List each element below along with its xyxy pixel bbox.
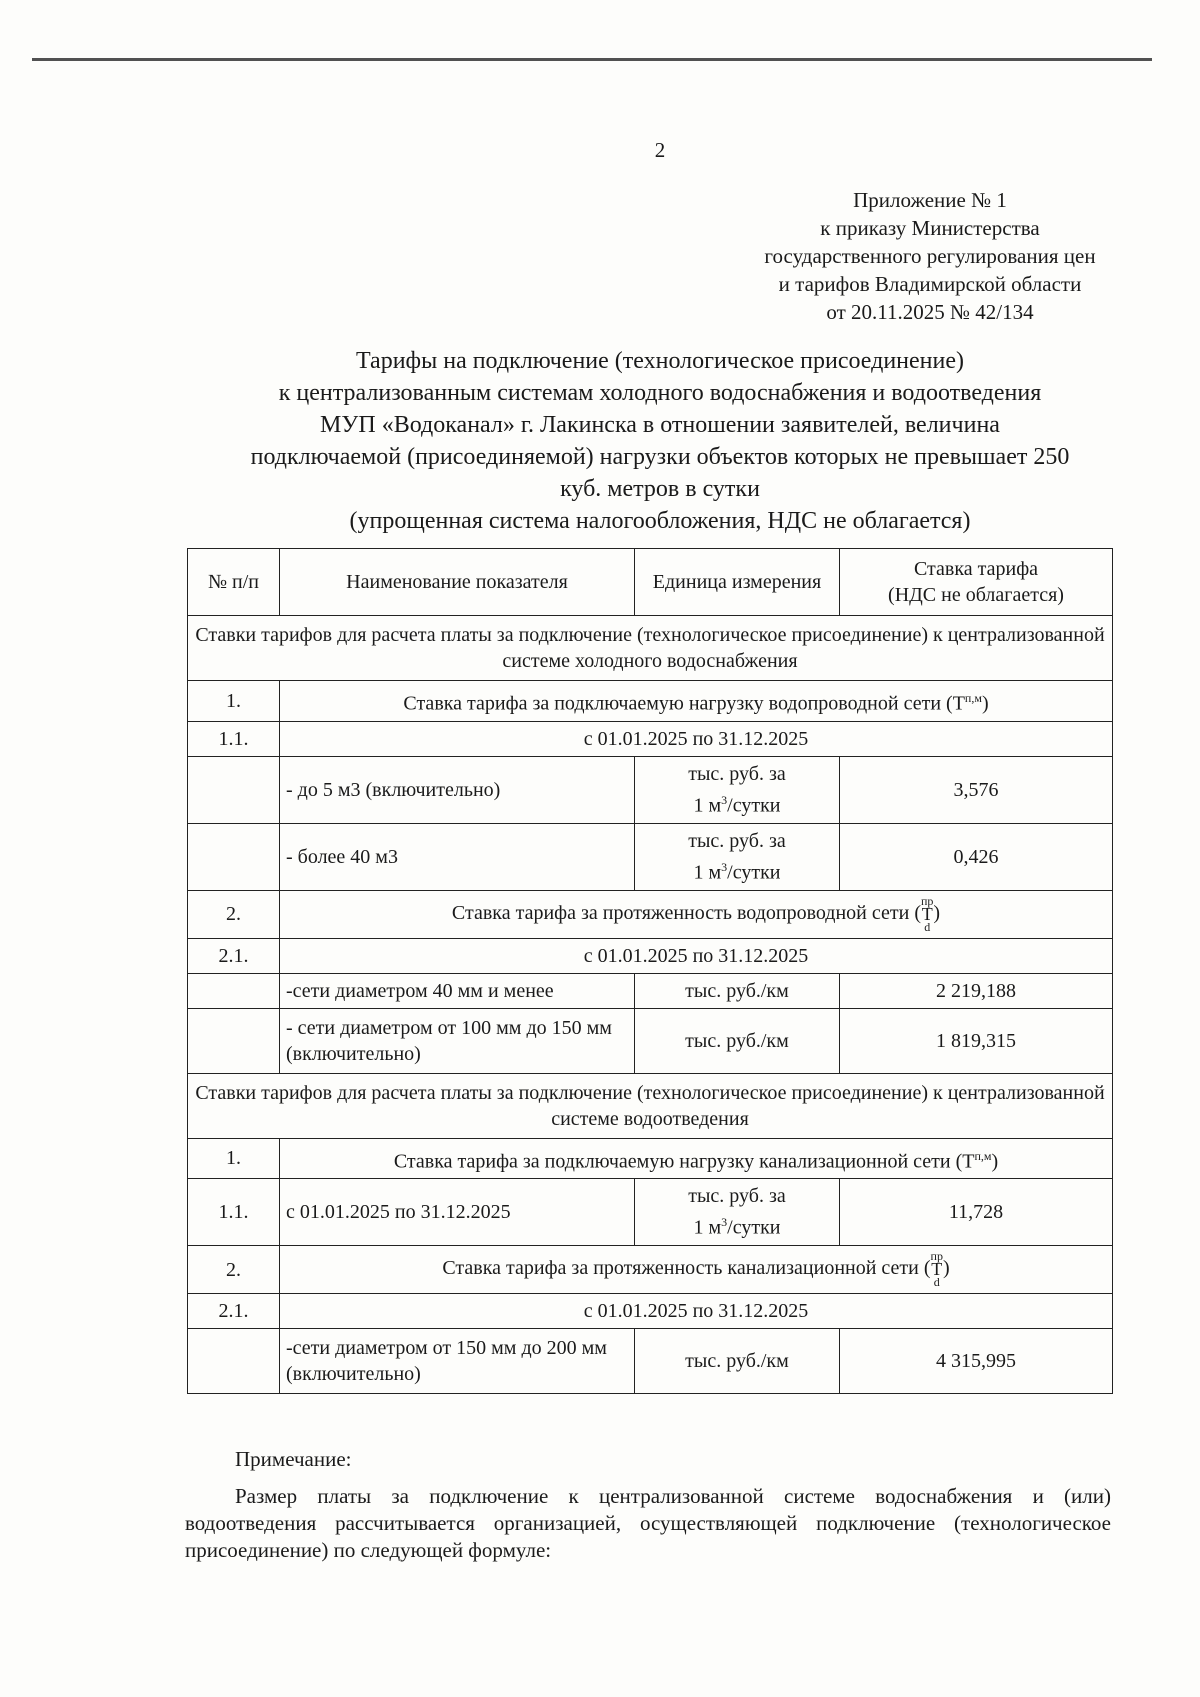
row-unit: тыс. руб. за 1 $м^3$/сутки — [635, 823, 840, 890]
section-title: Ставки тарифов для расчета платы за подключение (технологическое присоединение) к централизованной системе холодного водоснабжения — [188, 616, 1113, 681]
row-unit: тыс. руб./км — [635, 1329, 840, 1394]
scan-edge-line — [32, 58, 1152, 61]
title-line: подключаемой (присоединяемой) нагрузки объектов которых не превышает 250 — [250, 444, 1070, 470]
row-value: 0,426 — [840, 823, 1113, 890]
section-title-row — [188, 1073, 1113, 1138]
title-line: (упрощенная система налогообложения, НДС не облагается) — [349, 508, 971, 534]
row-name: -сети диаметром 40 мм и менее — [280, 973, 635, 1008]
tariff-symbol: пр Т d — [930, 1249, 943, 1290]
item-heading: Ставка тарифа за протяженность водопроводной сети ( пр Т d ) — [280, 890, 1113, 938]
row-num-empty — [188, 823, 280, 890]
row-name: - сети диаметром от 100 мм до 150 мм (включительно) — [280, 1008, 635, 1073]
row-unit: тыс. руб./км — [635, 973, 840, 1008]
row-name: - до 5 м3 (включительно) — [280, 756, 635, 823]
row-value: 2 219,188 — [840, 973, 1113, 1008]
note-text: Размер платы за подключение к централизованной системе водоснабжения и (или) водоотведения рассчитывается организацией, осуществляющей подключение (технологическое присоединение) по следующей формуле: — [185, 1484, 1111, 1562]
row-num: 1.1. — [188, 1179, 280, 1246]
table-row — [188, 890, 1113, 938]
row-name: -сети диаметром от 150 мм до 200 мм (включительно) — [280, 1329, 635, 1394]
appendix-line: Приложение № 1 — [853, 188, 1007, 212]
table-row — [188, 823, 1113, 890]
header-name: Наименование показателя — [280, 549, 635, 616]
row-num: 2. — [188, 890, 280, 938]
row-value: 4 315,995 — [840, 1329, 1113, 1394]
appendix-line: к приказу Министерства — [820, 216, 1040, 240]
document-title — [190, 345, 1130, 537]
header-unit: Единица измерения — [635, 549, 840, 616]
section-title: Ставки тарифов для расчета платы за подключение (технологическое присоединение) к централизованной системе водоотведения — [188, 1073, 1113, 1138]
row-num: 2.1. — [188, 1294, 280, 1329]
note-label: Примечание: — [235, 1447, 352, 1471]
table-row — [188, 973, 1113, 1008]
period: с 01.01.2025 по 31.12.2025 — [280, 721, 1113, 756]
appendix-block — [720, 186, 1140, 326]
table-row — [188, 1294, 1113, 1329]
row-num-empty — [188, 973, 280, 1008]
row-num: 1.1. — [188, 721, 280, 756]
appendix-line: государственного регулирования цен — [764, 244, 1096, 268]
row-name: - более 40 м3 — [280, 823, 635, 890]
appendix-line: от 20.11.2025 № 42/134 — [826, 300, 1034, 324]
header-rate — [840, 549, 1113, 616]
tariff-table — [187, 548, 1113, 1394]
row-num: 1. — [188, 681, 280, 722]
header-num: № п/п — [188, 549, 280, 616]
row-unit: тыс. руб. за 1 $м^3$/сутки — [635, 756, 840, 823]
table-row — [188, 756, 1113, 823]
title-line: Тарифы на подключение (технологическое присоединение) — [355, 348, 965, 374]
period: с 01.01.2025 по 31.12.2025 — [280, 1294, 1113, 1329]
table-row — [188, 681, 1113, 722]
row-value: 11,728 — [840, 1179, 1113, 1246]
row-num-empty — [188, 1008, 280, 1073]
appendix-line: и тарифов Владимирской области — [778, 272, 1082, 296]
row-unit: тыс. руб. за 1 $м^3$/сутки — [635, 1179, 840, 1246]
title-line: куб. метров в сутки — [560, 476, 760, 502]
item-heading: Ставка тарифа за подключаемую нагрузку водопроводной сети $(Т^{п,м})$ — [280, 681, 1113, 722]
table-row — [188, 1138, 1113, 1179]
table-row — [188, 938, 1113, 973]
section-title-row — [188, 616, 1113, 681]
table-row — [188, 1246, 1113, 1294]
row-value: 3,576 — [840, 756, 1113, 823]
row-unit: тыс. руб./км — [635, 1008, 840, 1073]
header-rate-line: Ставка тарифа — [913, 558, 1039, 580]
item-heading: Ставка тарифа за подключаемую нагрузку канализационной сети $(Т^{п,м})$ — [280, 1138, 1113, 1179]
header-rate-line: (НДС не облагается) — [888, 584, 1064, 606]
period: с 01.01.2025 по 31.12.2025 — [280, 938, 1113, 973]
tariff-symbol: пр Т d — [920, 893, 934, 934]
row-num: 2. — [188, 1246, 280, 1294]
page-number: 2 — [654, 138, 666, 162]
row-num: 1. — [188, 1138, 280, 1179]
table-row — [188, 721, 1113, 756]
table-row — [188, 1179, 1113, 1246]
title-line: МУП «Водоканал» г. Лакинска в отношении заявителей, величина — [320, 412, 1000, 438]
row-value: 1 819,315 — [840, 1008, 1113, 1073]
table-row — [188, 1008, 1113, 1073]
table-row — [188, 1329, 1113, 1394]
item-heading: Ставка тарифа за протяженность канализационной сети ( пр Т d ) — [280, 1246, 1113, 1294]
row-num-empty — [188, 756, 280, 823]
title-line: к централизованным системам холодного водоснабжения и водоотведения — [278, 380, 1042, 406]
row-num-empty — [188, 1329, 280, 1394]
table-header-row — [188, 549, 1113, 616]
row-num: 2.1. — [188, 938, 280, 973]
row-name: с 01.01.2025 по 31.12.2025 — [280, 1179, 635, 1246]
